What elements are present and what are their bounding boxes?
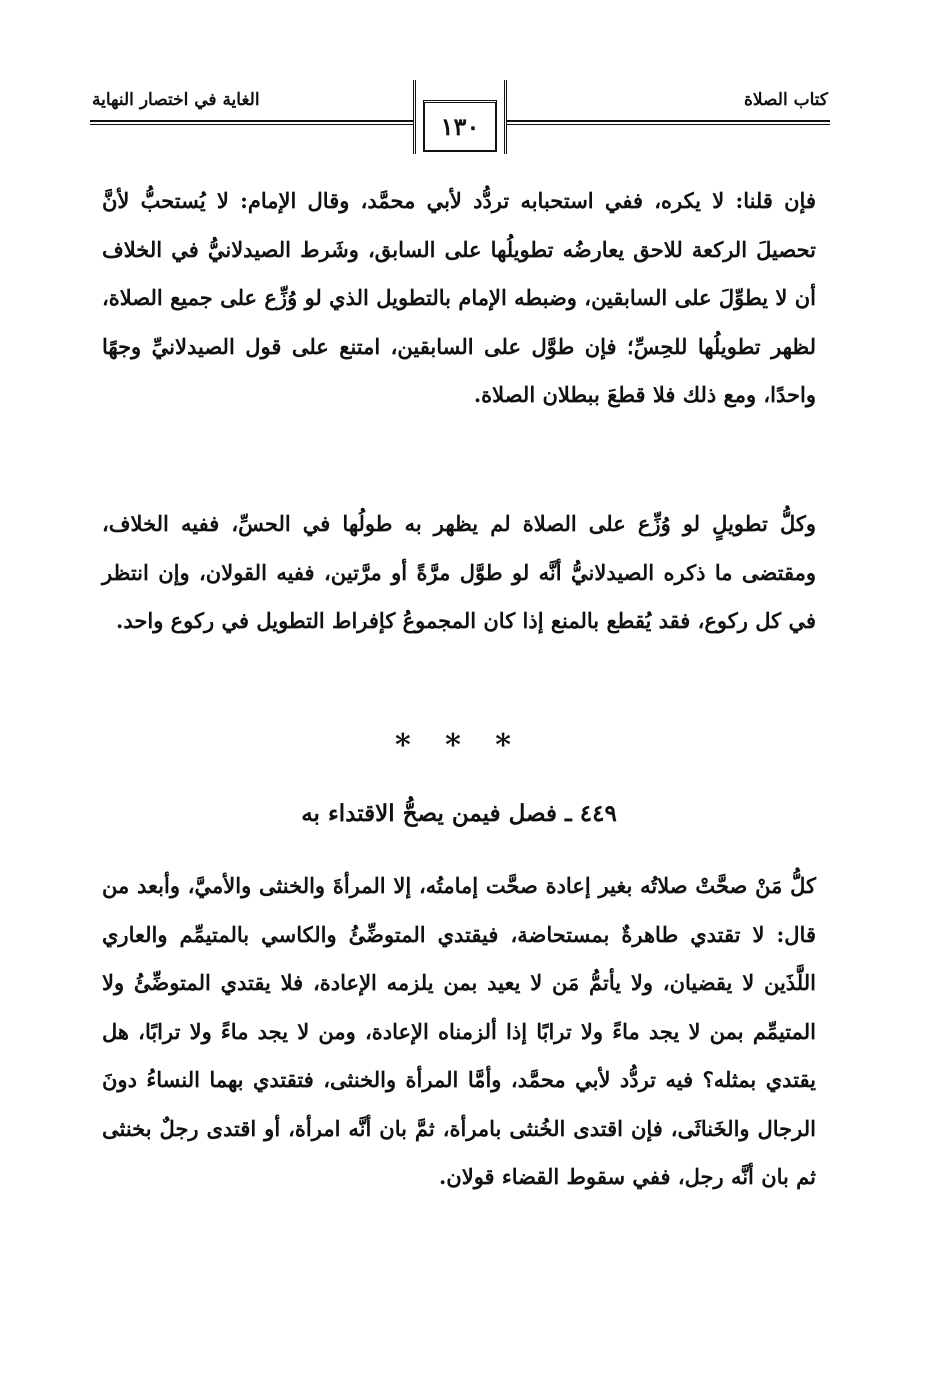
chapter-title: كتاب الصلاة [743, 90, 828, 110]
book-title: الغاية في اختصار النهاية [92, 90, 260, 110]
page-number: ١٣٠ [423, 100, 497, 152]
running-header [90, 66, 830, 156]
page-number-frame [413, 80, 507, 154]
paragraph-1: فإن قلنا: لا يكره، ففي استحبابه تردُّد لأبي محمَّد، وقال الإمام: لا يُستحبُّ لأنَّ تحصيلَ الركعة للاحق يعارضُه تطويلُها على السابق، وشَرط الصيدلانيُّ في الخلاف أن لا يطوِّلَ على السابقين، وضبطه الإمام بالتطويل الذي لو وُزِّع على جميع الصلاة، لظهر تطويلُها للحِسِّ؛ فإن طوَّل على السابقين، امتنع على قول الصيدلانيِّ وجهًا واحدًا، ومع ذلك فلا قطعَ ببطلان الصلاة. [102, 188, 816, 407]
paragraph-2: وكلُّ تطويلٍ لو وُزِّع على الصلاة لم يظهر به طولُها في الحسِّ، ففيه الخلاف، ومقتضى ما ذكره الصيدلانيُّ أنَّه لو طوَّل مرَّةً أو مرَّتين، ففيه القولان، وإن انتظر في كل ركوع، فقد يُقطع بالمنع إذا كان المجموعُ كإفراط التطويل في ركوع واحد. [102, 511, 816, 633]
section-separator: * * * [395, 728, 523, 763]
section-paragraph: كلُّ مَنْ صحَّتْ صلاتُه بغير إعادة صحَّت إمامتُه، إلا المرأةَ والخنثى والأميَّ، وأبعد من قال: لا تقتدي طاهرةٌ بمستحاضة، فيقتدي المتوضِّئُ والكاسي بالمتيمِّم والعاري اللَّذَين لا يقضيان، ولا يأتمُّ مَن لا يعيد بمن يلزمه الإعادة، فلا يقتدي المتوضِّئُ ولا المتيمِّم بمن لا يجد ماءً ولا ترابًا إذا ألزمناه الإعادة، ومن لا يجد ماءً ولا ترابًا، هل يقتدي بمثله؟ فيه تردُّد لأبي محمَّد، وأمَّا المرأة والخنثى، فتقتدي بهما النساءُ دونَ الرجال والخَناثَى، فإن اقتدى الخُنثى بامرأة، ثمَّ بان أنَّه امرأة، أو اقتدى رجلٌ بخنثى ثم بان أنَّه رجل، ففي سقوط القضاء قولان. [102, 873, 816, 1189]
section-heading: ٤٤٩ ـ فصل فيمن يصحُّ الاقتداء به [301, 800, 617, 827]
